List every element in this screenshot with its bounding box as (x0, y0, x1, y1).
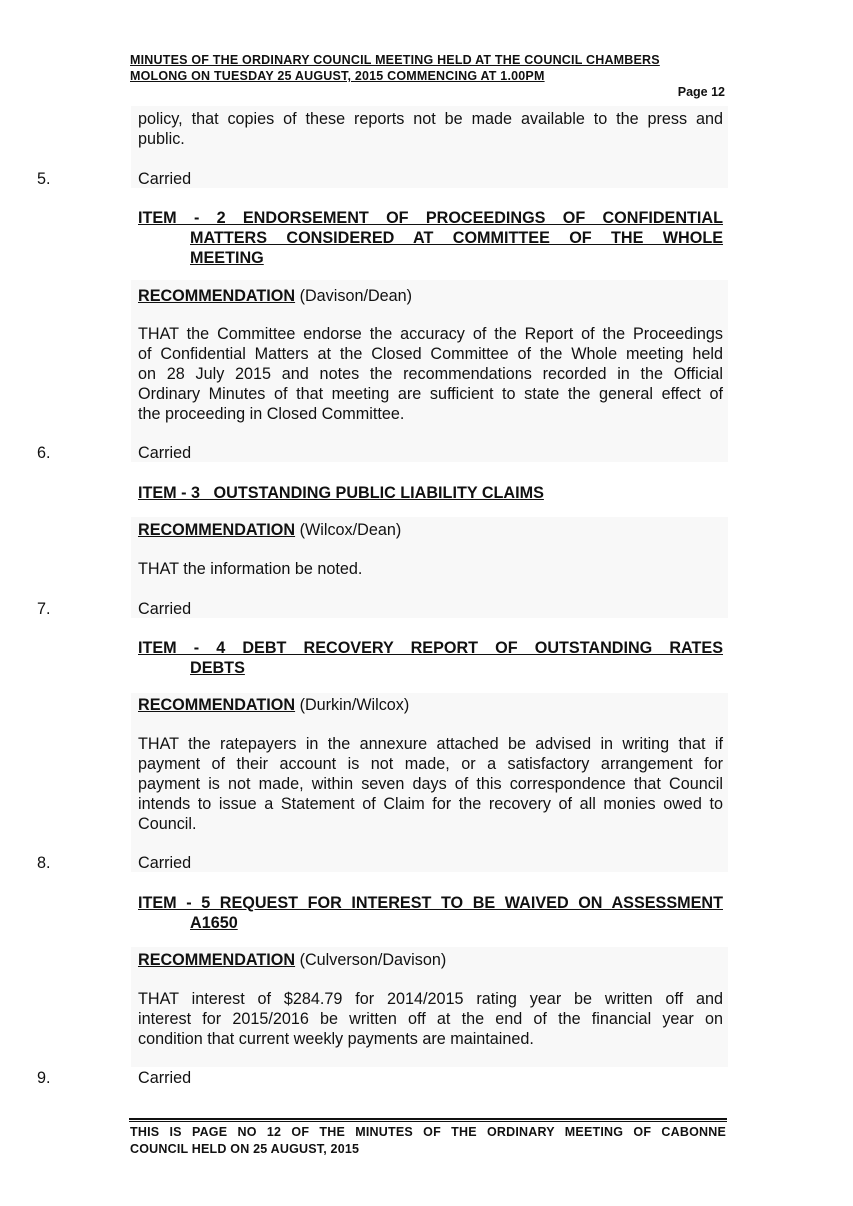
recommendation-line (138, 950, 446, 970)
recommendation-body (138, 989, 723, 1049)
resolution-status: Carried (138, 170, 192, 188)
resolution-status: Carried (138, 600, 192, 618)
page-footer (130, 1124, 726, 1158)
intro-paragraph (138, 109, 723, 149)
resolution-status: Carried (138, 444, 192, 462)
recommendation-movers: (Durkin/Wilcox) (299, 696, 410, 714)
recommendation-body (138, 734, 723, 834)
body-line: intends to issue a Statement of Claim for the recovery of all monies owed to (138, 795, 723, 813)
item-title-line: ITEM - 2 ENDORSEMENT OF PROCEEDINGS OF CONFIDENTIAL (138, 209, 723, 227)
recommendation-label: RECOMMENDATION (138, 521, 296, 539)
recommendation-line (138, 520, 401, 540)
body-line: the proceeding in Closed Committee. (138, 405, 405, 423)
body-line: THAT the Committee endorse the accuracy of the Report of the Proceedings (138, 325, 723, 343)
recommendation-movers: (Davison/Dean) (299, 287, 413, 305)
item-title-line: DEBTS (190, 659, 245, 677)
resolution-status: Carried (138, 854, 192, 872)
footer-line-1: THIS IS PAGE NO 12 OF THE MINUTES OF THE ORDINARY MEETING OF CABONNE (130, 1125, 726, 1139)
body-line: condition that current weekly payments are maintained. (138, 1030, 534, 1048)
header-line-2: MOLONG ON TUESDAY 25 AUGUST, 2015 COMMENCING AT 1.00PM (130, 69, 545, 83)
resolution-number: 8. (37, 854, 51, 872)
resolution-status: Carried (138, 1069, 192, 1087)
body-line: Council. (138, 815, 197, 833)
item-heading (138, 208, 723, 268)
footer-rule (129, 1118, 727, 1120)
header-line-1: MINUTES OF THE ORDINARY COUNCIL MEETING HELD AT THE COUNCIL CHAMBERS (130, 53, 660, 67)
body-line: of Confidential Matters at the Closed Committee of the Whole meeting held (138, 345, 723, 363)
body-line: THAT the information be noted. (138, 560, 363, 578)
recommendation-movers: (Wilcox/Dean) (299, 521, 402, 539)
resolution-number: 9. (37, 1069, 51, 1087)
recommendation-line (138, 286, 412, 306)
intro-line-1: policy, that copies of these reports not be made available to the press and (138, 110, 723, 128)
intro-line-2: public. (138, 130, 185, 148)
recommendation-body (138, 559, 723, 579)
item-heading (138, 893, 723, 933)
resolution-number: 5. (37, 170, 51, 188)
recommendation-body (138, 324, 723, 424)
recommendation-line (138, 695, 409, 715)
item-heading (138, 483, 544, 503)
recommendation-label: RECOMMENDATION (138, 287, 296, 305)
item-title-line: MEETING (190, 249, 264, 267)
item-title-line: ITEM - 4 DEBT RECOVERY REPORT OF OUTSTANDING RATES (138, 639, 723, 657)
recommendation-movers: (Culverson/Davison) (299, 951, 447, 969)
footer-line-2: COUNCIL HELD ON 25 AUGUST, 2015 (130, 1142, 360, 1156)
body-line: interest for 2015/2016 be written off at the end of the financial year on (138, 1010, 723, 1028)
body-line: THAT interest of $284.79 for 2014/2015 rating year be written off and (138, 990, 723, 1008)
resolution-number: 6. (37, 444, 51, 462)
body-line: THAT the ratepayers in the annexure attached be advised in writing that if (138, 735, 723, 753)
body-line: Ordinary Minutes of that meeting are sufficient to state the general effect of (138, 385, 723, 403)
item-title-line: MATTERS CONSIDERED AT COMMITTEE OF THE WHOLE (190, 229, 723, 247)
body-line: payment of their account is not made, or a satisfactory arrangement for (138, 755, 723, 773)
resolution-number: 7. (37, 600, 51, 618)
item-title-line: ITEM - 3 OUTSTANDING PUBLIC LIABILITY CLAIMS (138, 484, 544, 502)
item-title-line: ITEM - 5 REQUEST FOR INTEREST TO BE WAIVED ON ASSESSMENT (138, 894, 723, 912)
footer-rule (129, 1121, 727, 1122)
item-heading (138, 638, 723, 678)
body-line: payment is not made, within seven days of this correspondence that Council (138, 775, 723, 793)
recommendation-label: RECOMMENDATION (138, 696, 296, 714)
recommendation-label: RECOMMENDATION (138, 951, 296, 969)
page-number: Page 12 (677, 85, 725, 99)
body-line: on 28 July 2015 and notes the recommendations recorded in the Official (138, 365, 723, 383)
item-title-line: A1650 (190, 914, 238, 932)
